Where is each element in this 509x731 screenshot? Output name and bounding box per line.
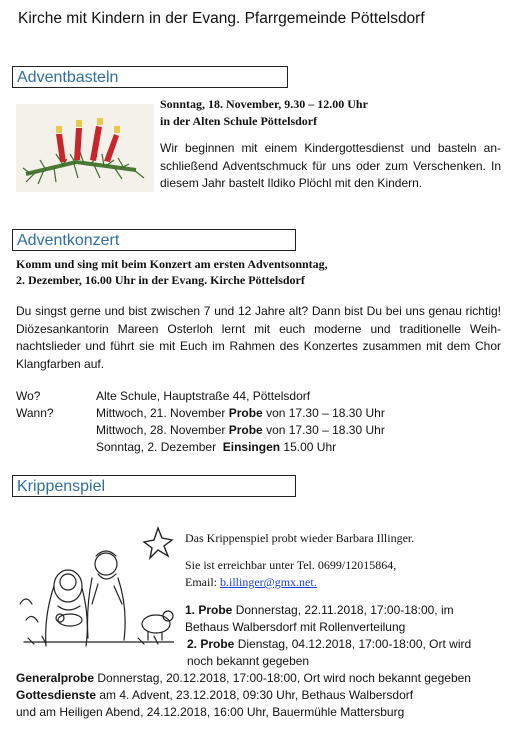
wann-label: Wann?: [16, 406, 54, 420]
heiliger-abend-line: und am Heiligen Abend, 24.12.2018, 16:00 Uhr, Bauermühle Mattersburg: [16, 705, 405, 719]
gottesdienste-line: Gottesdienste am 4. Advent, 23.12.2018, 09:30 Uhr, Bethaus Walbersdorf: [16, 688, 414, 702]
konzert-intro-line2: 2. Dezember, 16.00 Uhr in der Evang. Kirche Pöttelsdorf: [16, 273, 305, 287]
krippe-email-line: [185, 574, 317, 592]
probe2-line1: 2. Probe Dienstag, 04.12.2018, 17:00-18:00, Ort wird: [187, 637, 472, 651]
nativity-drawing: [18, 524, 174, 656]
page-title: Kirche mit Kindern in der Evang. Pfarrgemeinde Pöttelsdorf: [18, 10, 425, 27]
wo-label: Wo?: [16, 389, 41, 403]
generalprobe-line: Generalprobe Donnerstag, 20.12.2018, 17:00-18:00, Ort wird noch bekannt gegeben: [16, 671, 471, 685]
wo-value: Alte Schule, Hauptstraße 44, Pöttelsdorf: [96, 389, 311, 403]
probe1-line1: 1. Probe Donnerstag, 22.11.2018, 17:00-18:00, im: [185, 603, 454, 617]
probe1-line2: Bethaus Walbersdorf mit Rollenverteilung: [185, 620, 406, 634]
section-heading-adventbasteln: Adventbasteln: [17, 69, 119, 86]
section-heading-box: [12, 475, 296, 497]
section-heading-box: [12, 66, 288, 88]
advent-text: Wir beginnen mit einem Kindergottesdienst und basteln an-schließend Adventschmuck für uns oder zum Verschenken. In diesem Jahr bastelt Ildiko Plöchl mit den Kindern.: [160, 141, 501, 190]
email-label: Email:: [185, 575, 220, 589]
advent-candles-image: [16, 104, 154, 192]
konzert-text: Du singst gerne und bist zwischen 7 und 12 Jahre alt? Dann bist Du bei uns genau richtig! Diözesankantorin Mareen Osterloh lernt mit euch moderne und traditionelle Weih-nachtslieder und führt sie mit Euch im Rahmen des Konzertes zusammen mit dem Chor Klangfarben auf.: [16, 304, 501, 371]
krippe-line2: Sie ist erreichbar unter Tel. 0699/12015864,: [185, 558, 397, 572]
advent-date: Sonntag, 18. November, 9.30 – 12.00 Uhr: [160, 97, 368, 111]
section-heading-box: [12, 229, 296, 251]
probe2-line2: noch bekannt gegeben: [187, 654, 310, 668]
section-heading-krippenspiel: Krippenspiel: [17, 478, 106, 495]
wann-line-3: Sonntag, 2. Dezember Einsingen 15.00 Uhr: [96, 440, 337, 454]
wann-line-1: Mittwoch, 21. November Probe von 17.30 – 18.30 Uhr: [96, 406, 385, 420]
krippe-line1: Das Krippenspiel probt wieder Barbara Illinger.: [185, 531, 415, 545]
email-link[interactable]: b.illinger@gmx.net.: [220, 575, 317, 589]
konzert-intro-line1: Komm und sing mit beim Konzert am ersten Adventsonntag,: [16, 257, 328, 271]
advent-place: in der Alten Schule Pöttelsdorf: [160, 114, 318, 128]
wann-line-2: Mittwoch, 28. November Probe von 17.30 – 18.30 Uhr: [96, 423, 385, 437]
section-heading-adventkonzert: Adventkonzert: [17, 232, 120, 249]
